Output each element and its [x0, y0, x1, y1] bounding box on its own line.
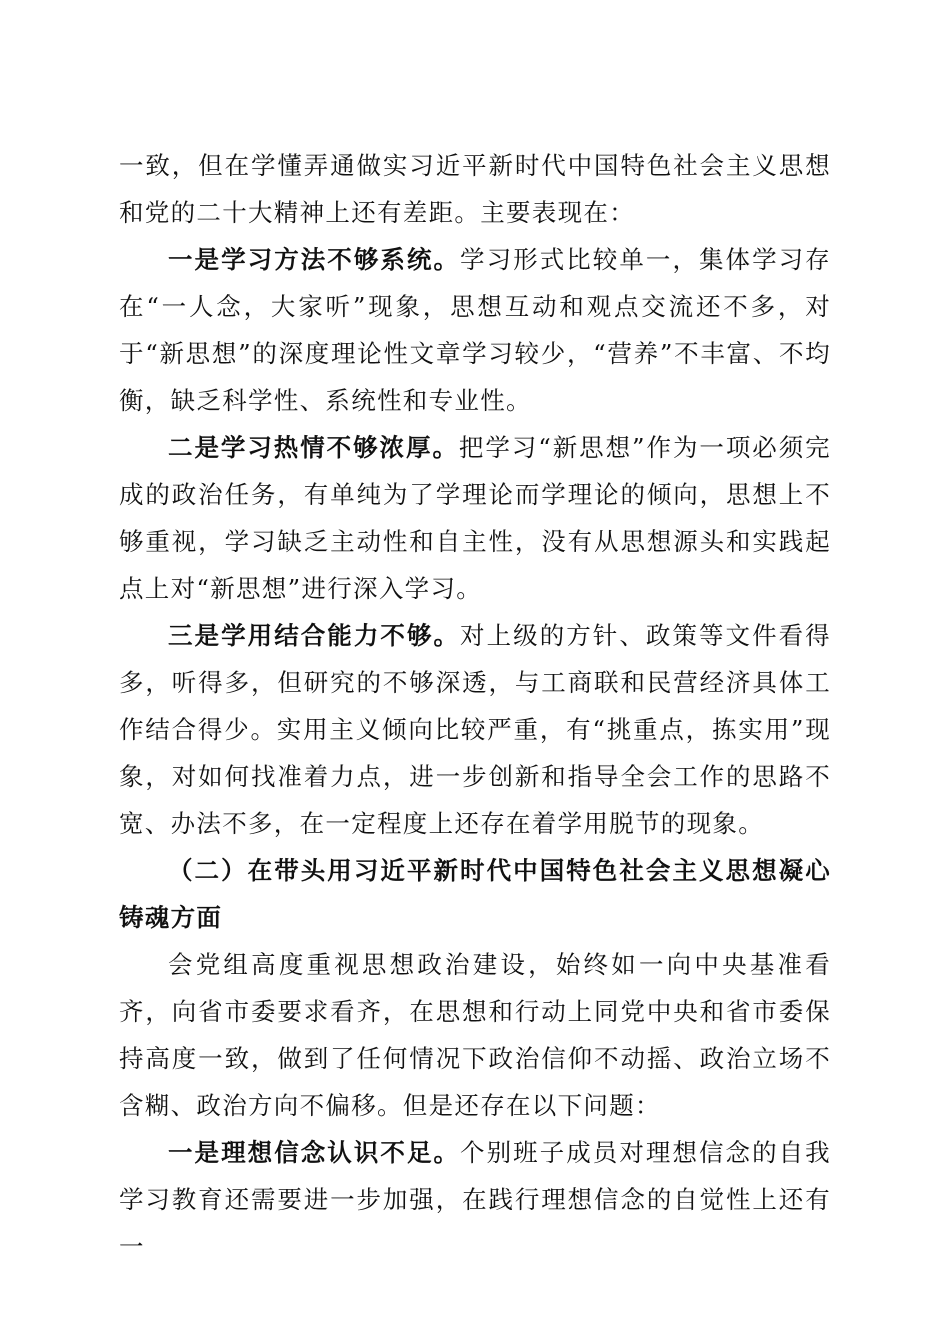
- paragraph-text: 会党组高度重视思想政治建设，始终如一向中央基准看齐，向省市委要求看齐，在思想和行动上同党中央和省市委保持高度一致，做到了任何情况下政治信仰不动摇、政治立场不含糊、政治方向不偏移。但是还存在以下问题：: [119, 950, 831, 1120]
- paragraph-point-4: [119, 1129, 831, 1270]
- paragraph-point-1: [119, 236, 831, 424]
- paragraph-point-3: [119, 612, 831, 847]
- paragraph-lead: 二是学习热情不够浓厚。: [168, 433, 459, 462]
- paragraph-lead: 一是理想信念认识不足。: [168, 1138, 461, 1167]
- paragraph-intro: [119, 941, 831, 1129]
- paragraph-text: 学习形式比较单一，集体学习存在“一人念，大家听”现象，思想互动和观点交流还不多，对于“新思想”的深度理论性文章学习较少，“营养”不丰富、不均衡，缺乏科学性、系统性和专业性。: [119, 245, 831, 415]
- paragraph-text: 对上级的方针、政策等文件看得多，听得多，但研究的不够深透，与工商联和民营经济具体工作结合得少。实用主义倾向比较严重，有“挑重点，拣实用”现象，对如何找准着力点，进一步创新和指导全会工作的思路不宽、办法不多，在一定程度上还存在着学用脱节的现象。: [119, 621, 831, 838]
- paragraph-text: 个别班子成员对理想信念的自我学习教育还需要进一步加强，在践行理想信念的自觉性上还有一: [119, 1138, 831, 1261]
- paragraph-text: 一致，但在学懂弄通做实习近平新时代中国特色社会主义思想和党的二十大精神上还有差距。主要表现在：: [119, 151, 831, 227]
- paragraph-lead: 一是学习方法不够系统。: [168, 245, 461, 274]
- paragraph-text: 把学习“新思想”作为一项必须完成的政治任务，有单纯为了学理论而学理论的倾向，思想上不够重视，学习缺乏主动性和自主性，没有从思想源头和实践起点上对“新思想”进行深入学习。: [119, 433, 831, 603]
- document-body: [119, 142, 831, 1270]
- paragraph-point-2: [119, 424, 831, 612]
- paragraph-continuation: [119, 142, 831, 236]
- section-heading: （二）在带头用习近平新时代中国特色社会主义思想凝心铸魂方面: [119, 856, 831, 932]
- paragraph-lead: 三是学用结合能力不够。: [168, 621, 461, 650]
